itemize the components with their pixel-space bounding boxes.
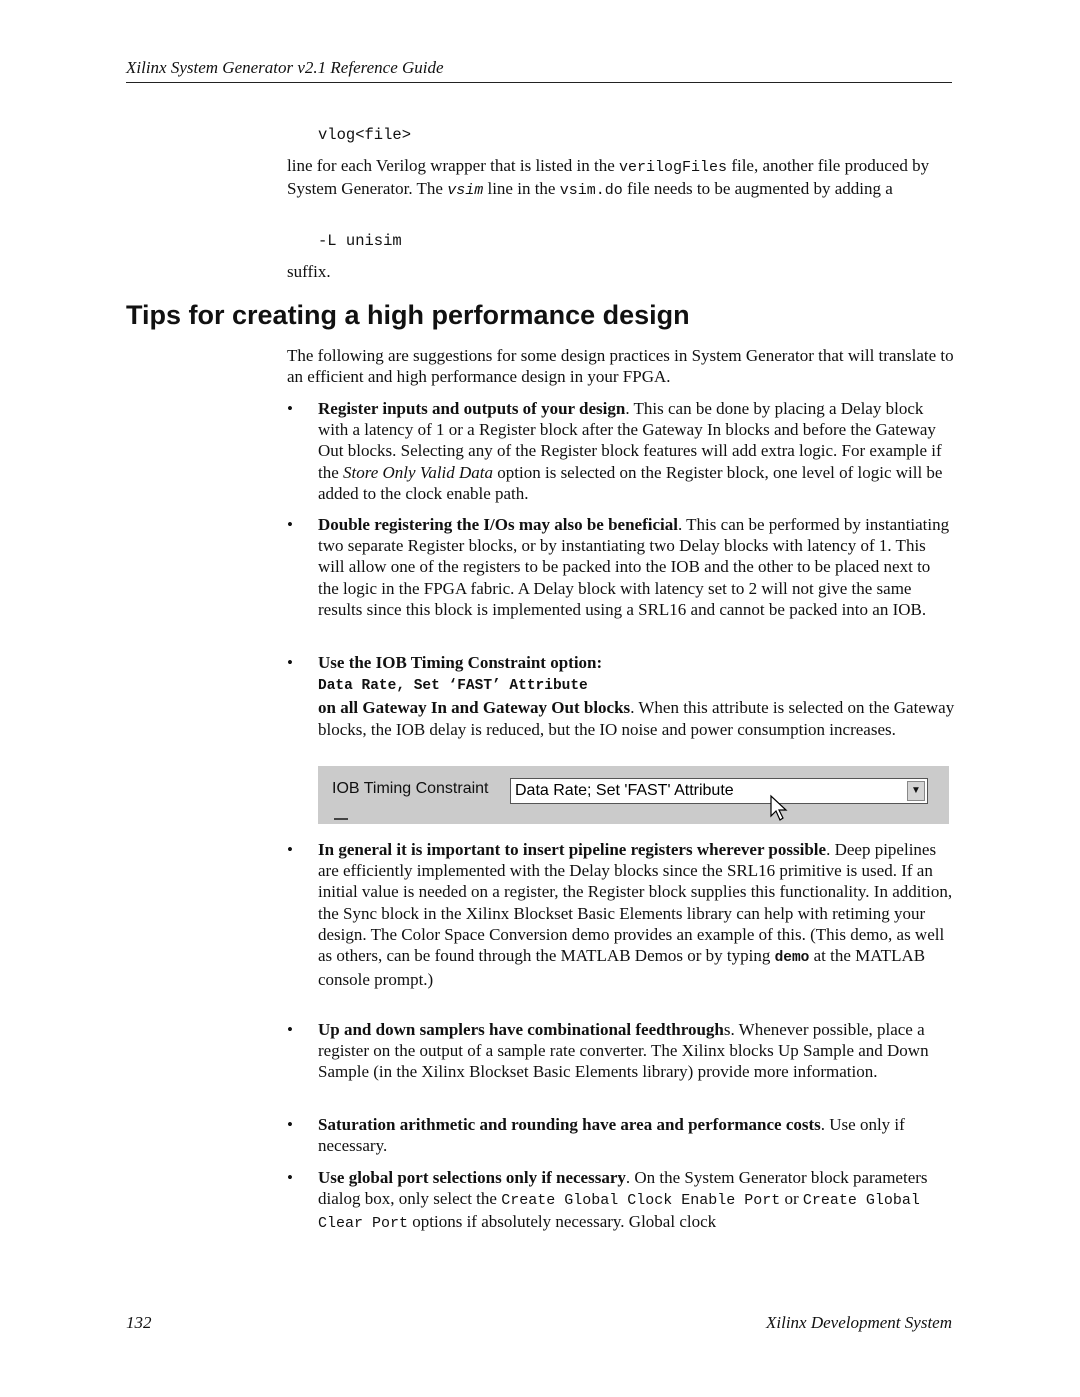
bullet-register-io: • Register inputs and outputs of your design. This can be done by placing a Delay block with a latency of 1 or a Register block after the Gateway In blocks and before the Gateway Out blocks. Selecting any of the Register block features will add extra logic. For example if the Store Only Valid Data option is selected on the Register block, one level of logic will be added to the clock enable path. (287, 399, 943, 503)
iob-timing-constraint-screenshot (318, 766, 949, 824)
footer-publisher: Xilinx Development System (766, 1313, 952, 1332)
bullet-dot: • (287, 653, 293, 672)
bullet-iob-timing: • Use the IOB Timing Constraint option: Data Rate, Set ‘FAST’ Attribute on all Gateway In and Gateway Out blocks. When this attribute is selected on the Gateway blocks, the IOB delay is reduced, but the IO noise and power consumption increases. (287, 653, 955, 739)
bullet-dot: • (287, 1115, 293, 1134)
mouse-cursor-icon (769, 794, 789, 822)
bullet-saturation: • Saturation arithmetic and rounding have area and performance costs. Use only if necessary. (287, 1115, 905, 1156)
bullet-double-registering: • Double registering the I/Os may also be beneficial. This can be performed by instantiating two separate Register blocks, or by instantiating two Delay blocks with latency of 1. This will allow one of the registers to be packed into the IOB and the other to be placed next to the logic in the FPGA fabric. A Delay block with latency set to 2 will not give the same results since this block is implemented using a SRL16 and cannot be packed into an IOB. (287, 515, 950, 619)
section-intro: The following are suggestions for some design practices in System Generator that will translate to an efficient and high performance design in your FPGA. (287, 346, 954, 387)
code-lunisim: -L unisim (318, 232, 402, 250)
iob-timing-select[interactable] (510, 778, 928, 804)
running-header: Xilinx System Generator v2.1 Reference Guide (126, 58, 444, 77)
bullet-global-ports: • Use global port selections only if necessary. On the System Generator block parameters dialog box, only select the Create Global Clock Enable Port or Create Global Clear Port options if absolutely necessary. Global clock (287, 1168, 928, 1233)
header-rule (126, 82, 952, 83)
intro-paragraph: line for each Verilog wrapper that is listed in the verilogFiles file, another file produced by System Generator. The vsim line in the vsim.do file needs to be augmented by adding a (287, 156, 930, 200)
bullet-dot: • (287, 1020, 293, 1039)
iob-timing-label: IOB Timing Constraint (332, 780, 489, 797)
bullet-dot: • (287, 399, 293, 418)
code-vlog: vlog<file> (318, 126, 412, 144)
dropdown-arrow-icon[interactable]: ▼ (907, 781, 925, 801)
bullet-dot: • (287, 1168, 293, 1187)
bullet-dot: • (287, 515, 293, 534)
suffix-text: suffix. (287, 262, 331, 281)
iob-timing-select-value: Data Rate; Set 'FAST' Attribute (515, 782, 734, 799)
page-number: 132 (126, 1313, 152, 1332)
bullet-pipeline-registers: • In general it is important to insert pipeline registers wherever possible. Deep pipelines are efficiently implemented with the Delay blocks since the SRL16 primitive is used. If an initial value is needed on a register, the Register block supplies this functionality. In addition, the Sync block in the Xilinx Blockset Basic Elements library can help with retiming your design. The Color Space Conversion demo provides an example of this. (This demo, as well as others, can be found through the MATLAB Demos or by typing demo at the MATLAB console prompt.) (287, 840, 953, 990)
bullet-dot: • (287, 840, 293, 859)
bullet-samplers: • Up and down samplers have combinational feedthroughs. Whenever possible, place a register on the output of a sample rate converter. The Xilinx blocks Up Sample and Down Sample (in the Xilinx Blockset Basic Elements library) provide more information. (287, 1020, 929, 1082)
panel-mark (334, 818, 348, 820)
section-title: Tips for creating a high performance design (126, 300, 690, 330)
